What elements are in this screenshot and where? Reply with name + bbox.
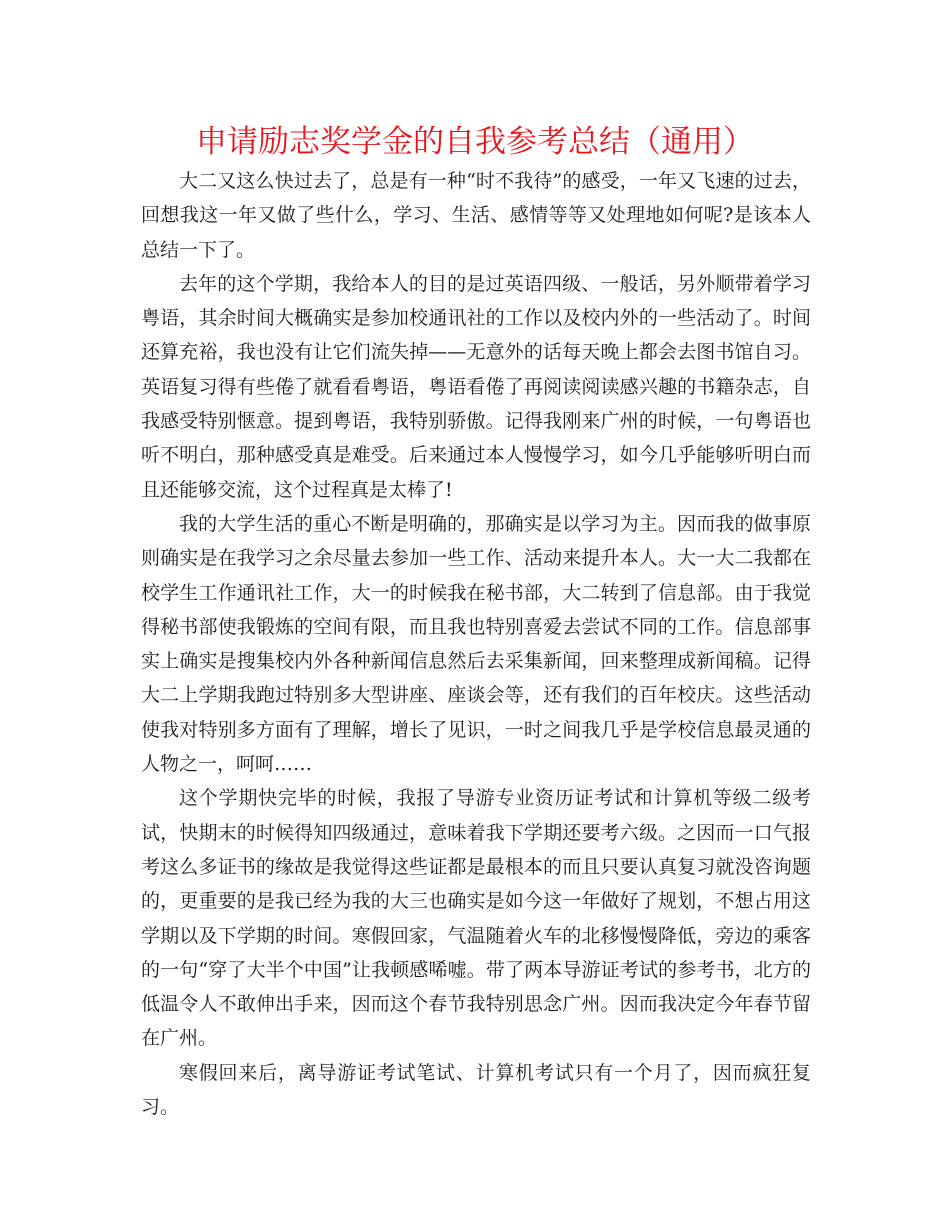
paragraph-5: 寒假回来后，离导游证考试笔试、计算机考试只有一个月了，因而疯狂复习。 (141, 1061, 811, 1119)
page-title: 申请励志奖学金的自我参考总结（通用） (196, 124, 754, 160)
paragraph-4: 这个学期快完毕的时候，我报了导游专业资历证考试和计算机等级二级考试，快期末的时候得知四级通过，意味着我下学期还要考六级。之因而一口气报考这么多证书的缘故是我觉得这些证都是最根本的而且只要认真复习就没咨询题的，更重要的是我已经为我的大三也确实是如今这一年做好了规划，不想占用这学期以及下学期的时间。寒假回家，气温随着火车的北移慢慢降低，旁边的乘客的一句“穿了大半个中国”让我顿感唏嘘。带了两本导游证考试的参考书，北方的低温令人不敢伸出手来，因而这个春节我特别思念广州。因而我决定今年春节留在广州。 (141, 787, 811, 1050)
paragraph-3: 我的大学生活的重心不断是明确的，那确实是以学习为主。因而我的做事原则确实是在我学习之余尽量去参加一些工作、活动来提升本人。大一大二我都在校学生工作通讯社工作，大一的时候我在秘书部，大二转到了信息部。由于我觉得秘书部使我锻炼的空间有限，而且我也特别喜爱去尝试不同的工作。信息部事实上确实是搜集校内外各种新闻信息然后去采集新闻，回来整理成新闻稿。记得大二上学期我跑过特别多大型讲座、座谈会等，还有我们的百年校庆。这些活动使我对特别多方面有了理解，增长了见识，一时之间我几乎是学校信息最灵通的人物之一，呵呵…… (141, 512, 811, 776)
paragraph-1: 大二又这么快过去了，总是有一种“时不我待”的感受，一年又飞速的过去，回想我这一年又做了些什么，学习、生活、感情等等又处理地如何呢?是该本人总结一下了。 (141, 170, 811, 261)
document-body (141, 164, 811, 1124)
paragraph-2: 去年的这个学期，我给本人的目的是过英语四级、一般话，另外顺带着学习粤语，其余时间大概确实是参加校通讯社的工作以及校内外的一些活动了。时间还算充裕，我也没有让它们流失掉——无意外的话每天晚上都会去图书馆自习。英语复习得有些倦了就看看粤语，粤语看倦了再阅读阅读感兴趣的书籍杂志，自我感受特别惬意。提到粤语，我特别骄傲。记得我刚来广州的时候，一句粤语也听不明白，那种感受真是难受。后来通过本人慢慢学习，如今几乎能够听明白而且还能够交流，这个过程真是太棒了! (141, 272, 811, 501)
